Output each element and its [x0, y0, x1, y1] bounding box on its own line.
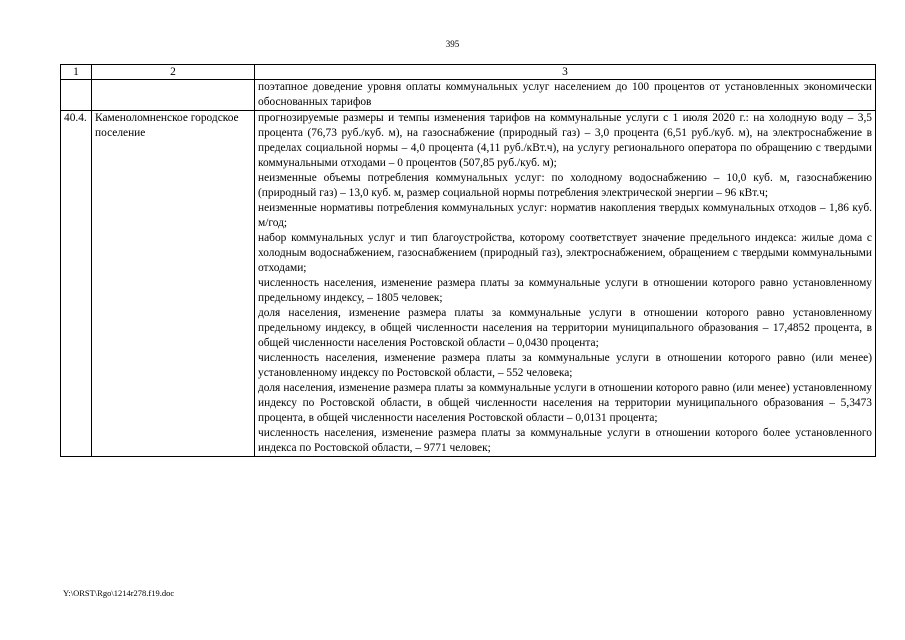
- page-number: 395: [445, 39, 460, 49]
- paragraph: численность населения, изменение размера платы за коммунальные услуги в отношении которого равно установленному предельному индексу, – 1805 человек;: [258, 277, 872, 304]
- header-col-2: 2: [92, 65, 255, 80]
- row-text-cell: [255, 80, 876, 111]
- paragraph: набор коммунальных услуг и тип благоустройства, которому соответствует значение предельного индекса: жилые дома с холодным водоснабжением, газоснабжением (природный газ), электроснабжением, обращением с твердыми коммунальными отходами;: [258, 232, 872, 274]
- paragraph: численность населения, изменение размера платы за коммунальные услуги в отношении которого более установленного индекса по Ростовской области, – 9771 человек;: [258, 427, 872, 454]
- document-table: [60, 64, 876, 457]
- row-number-cell: 40.4.: [61, 111, 92, 457]
- table-header-row: [61, 65, 876, 80]
- row-number-cell: [61, 80, 92, 111]
- table-row: [61, 111, 876, 457]
- row-name-cell: [92, 80, 255, 111]
- row-text-cell: [255, 111, 876, 457]
- paragraph: доля населения, изменение размера платы за коммунальные услуги в отношении которого равно установленному предельному индексу, в общей численности населения на территории муниципального образования – 17,4852 процента, в общей численности населения Ростовской области – 0,0430 процента;: [258, 307, 872, 349]
- header-col-1: 1: [61, 65, 92, 80]
- paragraph: доля населения, изменение размера платы за коммунальные услуги в отношении которого равно (или менее) установленному индексу по Ростовской области, в общей численности населения на территории муниципального образования – 5,3473 процента, в общей численности населения Ростовской области – 0,0131 процента;: [258, 382, 872, 424]
- paragraph: численность населения, изменение размера платы за коммунальные услуги в отношении которого равно (или менее) установленному индексу по Ростовской области, – 552 человека;: [258, 352, 872, 379]
- table-row: [61, 80, 876, 111]
- header-col-3: 3: [255, 65, 876, 80]
- paragraph: прогнозируемые размеры и темпы изменения тарифов на коммунальные услуги с 1 июля 2020 г.: на холодную воду – 3,5 процента (76,73 руб./куб. м), на газоснабжение (природный газ) – 3,0 процента (6,51 руб./куб. м), на электроснабжение в пределах социальной нормы – 4,0 процента (4,11 руб./кВт.ч), на услугу регионального оператора по обращению с твердыми коммунальными отходами – 0 процентов (507,85 руб./куб. м);: [258, 112, 872, 169]
- row-name-cell: Каменоломненское городское поселение: [92, 111, 255, 457]
- footer-file-path: Y:\ORST\Rgo\1214r278.f19.doc: [63, 588, 175, 598]
- paragraph: неизменные объемы потребления коммунальных услуг: по холодному водоснабжению – 10,0 куб. м, газоснабжению (природный газ) – 13,0 куб. м, размер социальной нормы потребления электрической энергии – 96 кВт.ч;: [258, 172, 872, 199]
- paragraph: неизменные нормативы потребления коммунальных услуг: норматив накопления твердых коммунальных отходов – 1,86 куб. м/год;: [258, 202, 872, 229]
- paragraph: поэтапное доведение уровня оплаты коммунальных услуг населением до 100 процентов от установленных экономически обоснованных тарифов: [258, 81, 872, 108]
